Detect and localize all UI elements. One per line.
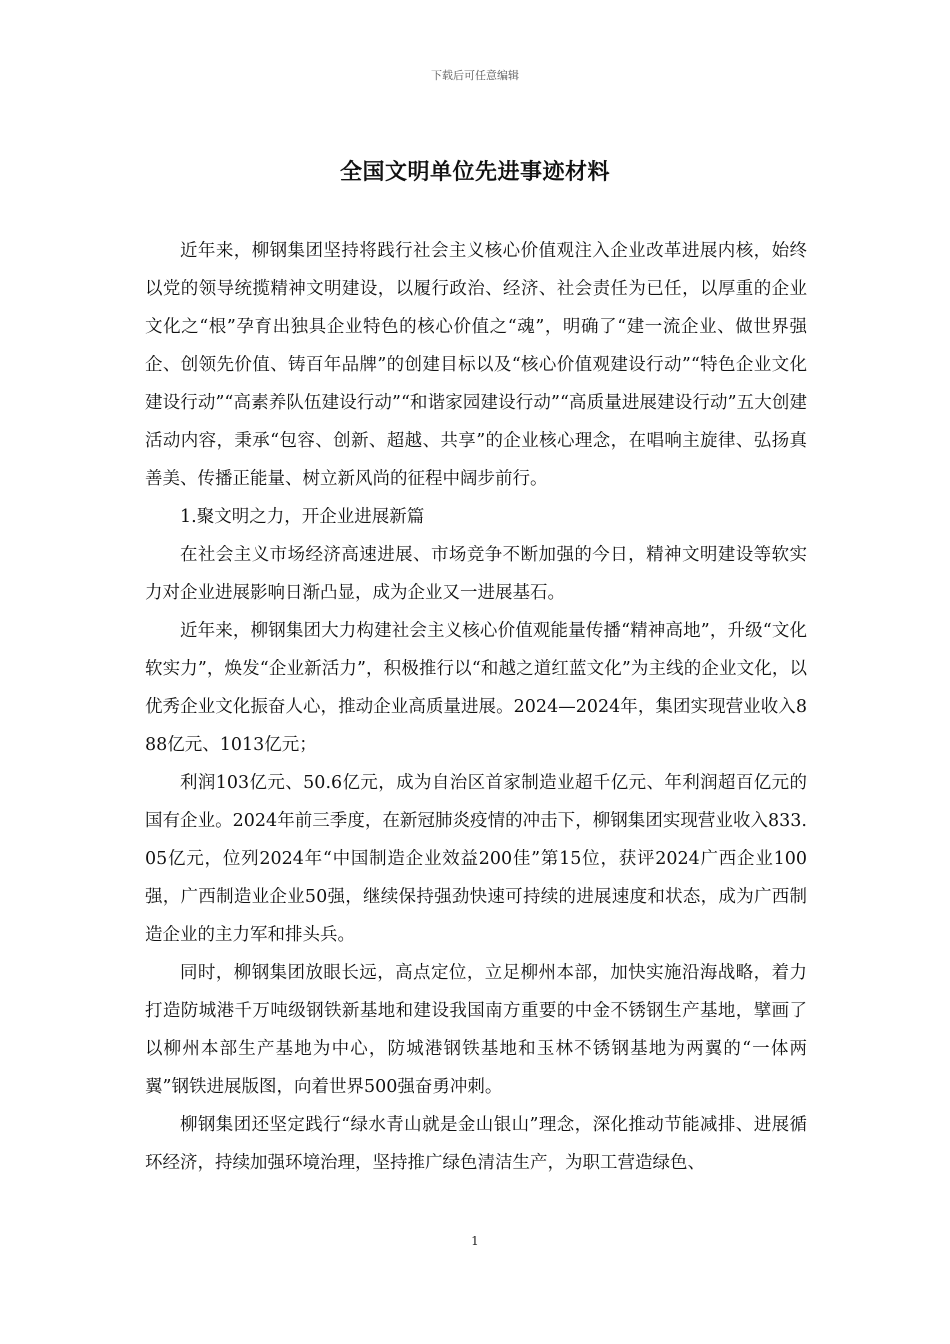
page-title: 全国文明单位先进事迹材料 (339, 160, 610, 185)
paragraph-intro: 近年来，柳钢集团坚持将践行社会主义核心价值观注入企业改革进展内核，始终以党的领导统揽精神文明建设，以履行政治、经济、社会责任为已任，以厚重的企业文化之“根”孕育出独具企业特色的核心价值之“魂”，明确了“建一流企业、做世界强企、创领先价值、铸百年品牌”的创建目标以及“核心价值观建设行动”“特色企业文化建设行动”“高素养队伍建设行动”“和谐家园建设行动”“高质量进展建设行动”五大创建活动内容，秉承“包容、创新、超越、共享”的企业核心理念，在唱响主旋律、弘扬真善美、传播正能量、树立新风尚的征程中阔步前行。 (145, 241, 807, 489)
document-body (145, 232, 807, 1182)
paragraph: 同时，柳钢集团放眼长远，高点定位，立足柳州本部，加快实施沿海战略，着力打造防城港千万吨级钢铁新基地和建设我国南方重要的中金不锈钢生产基地，擘画了以柳州本部生产基地为中心，防城港钢铁基地和玉林不锈钢基地为两翼的“一体两翼”钢铁进展版图，向着世界500强奋勇冲刺。 (145, 963, 807, 1097)
page-number: 1 (471, 1234, 479, 1248)
section-heading: 1.聚文明之力，开企业进展新篇 (180, 507, 425, 527)
paragraph: 利润103亿元、50.6亿元，成为自治区首家制造业超千亿元、年利润超百亿元的国有企业。2024年前三季度，在新冠肺炎疫情的冲击下，柳钢集团实现营业收入833.05亿元，位列2024年“中国制造企业效益200佳”第15位，获评2024广西企业100强，广西制造业企业50强，继续保持强劲快速可持续的进展速度和状态，成为广西制造企业的主力军和排头兵。 (145, 773, 807, 945)
paragraph: 在社会主义市场经济高速进展、市场竞争不断加强的今日，精神文明建设等软实力对企业进展影响日渐凸显，成为企业又一进展基石。 (145, 545, 807, 603)
paragraph: 近年来，柳钢集团大力构建社会主义核心价值观能量传播“精神高地”，升级“文化软实力”，焕发“企业新活力”，积极推行以“和越之道红蓝文化”为主线的企业文化，以优秀企业文化振奋人心，推动企业高质量进展。2024—2024年，集团实现营业收入888亿元、1013亿元； (145, 621, 807, 755)
header-note: 下载后可任意编辑 (431, 69, 519, 82)
paragraph: 柳钢集团还坚定践行“绿水青山就是金山银山”理念，深化推动节能减排、进展循环经济，持续加强环境治理，坚持推广绿色清洁生产，为职工营造绿色、 (145, 1115, 807, 1173)
